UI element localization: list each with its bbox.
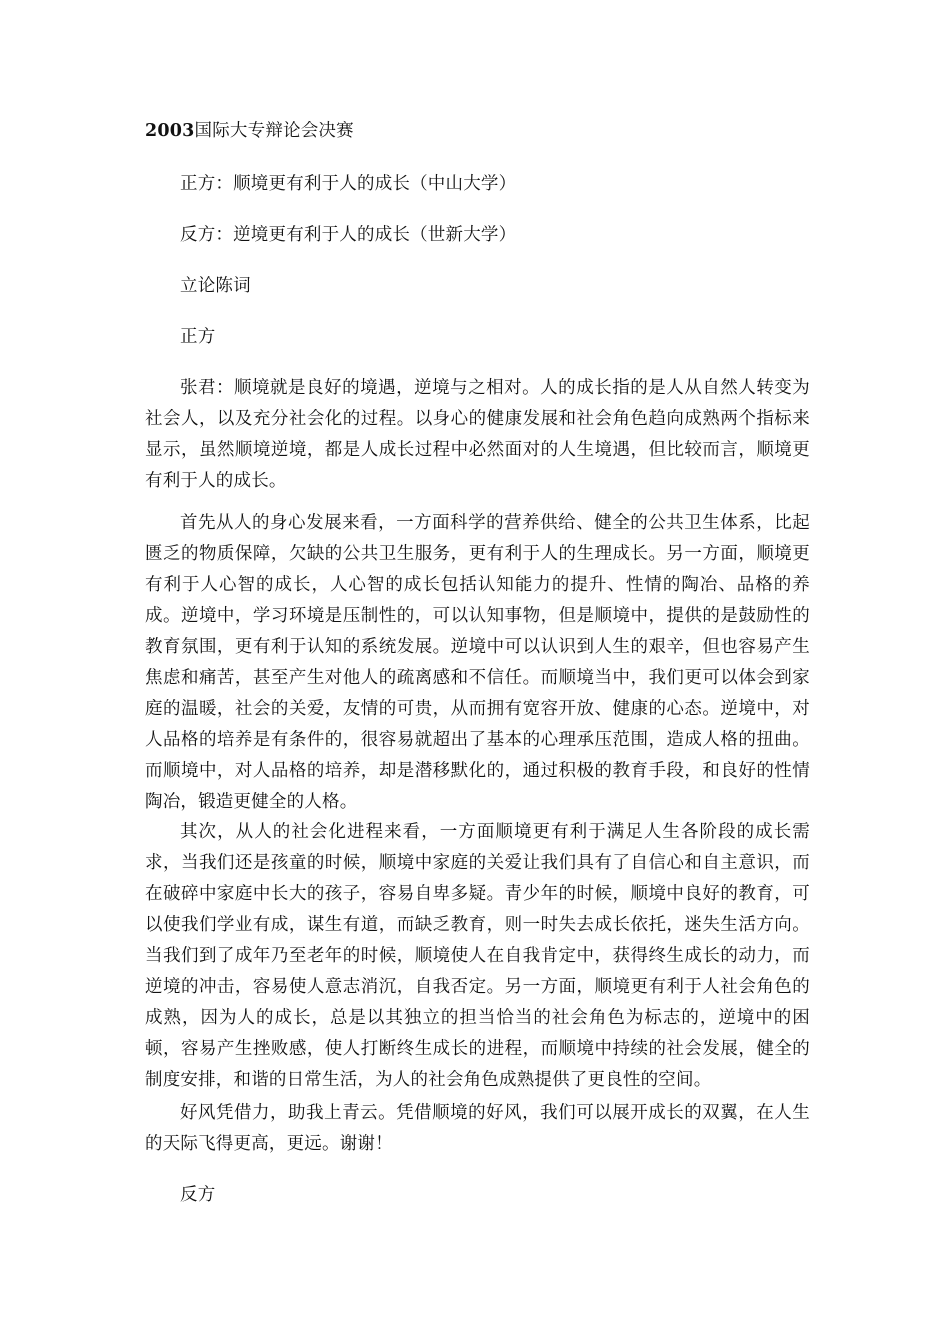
paragraph-second-point: 其次，从人的社会化进程来看，一方面顺境更有利于满足人生各阶段的成长需求，当我们还是孩童的时候，顺境中家庭的关爱让我们具有了自信心和自主意识，而在破碎中家庭中长大的孩子，容易自卑多疑。青少年的时候，顺境中良好的教育，可以使我们学业有成，谋生有道，而缺乏教育，则一时失去成长依托，迷失生活方向。当我们到了成年乃至老年的时候，顺境使人在自我肯定中，获得终生成长的动力，而逆境的冲击，容易使人意志消沉，自我否定。另一方面，顺境更有利于人社会角色的成熟，因为人的成长，总是以其独立的担当恰当的社会角色为标志的，逆境中的困顿，容易产生挫败感，使人打断终生成长的进程，而顺境中持续的社会发展，健全的制度安排，和谐的日常生活，为人的社会角色成熟提供了更良性的空间。 [145, 822, 810, 1090]
title-year: 2003 [145, 121, 195, 141]
negative-side-line: 反方：逆境更有利于人的成长（世新大学） [180, 225, 517, 245]
title-text: 国际大专辩论会决赛 [194, 121, 354, 141]
paragraph-closing: 好风凭借力，助我上青云。凭借顺境的好风，我们可以展开成长的双翼，在人生的天际飞得更高，更远。谢谢！ [145, 1103, 810, 1154]
heading-affirmative: 正方 [180, 327, 216, 347]
section-heading-opening: 立论陈词 [180, 276, 251, 296]
paragraph-first-point: 首先从人的身心发展来看，一方面科学的营养供给、健全的公共卫生体系，比起匮乏的物质保障，欠缺的公共卫生服务，更有利于人的生理成长。另一方面，顺境更有利于人心智的成长，人心智的成长包括认知能力的提升、性情的陶冶、品格的养成。逆境中，学习环境是压制性的，可以认知事物，但是顺境中，提供的是鼓励性的教育氛围，更有利于认知的系统发展。逆境中可以认识到人生的艰辛，但也容易产生焦虑和痛苦，甚至产生对他人的疏离感和不信任。而顺境当中，我们更可以体会到家庭的温暖，社会的关爱，友情的可贵，从而拥有宽容开放、健康的心态。逆境中，对人品格的培养是有条件的，很容易就超出了基本的心理承压范围，造成人格的扭曲。而顺境中，对人品格的培养，却是潜移默化的，通过积极的教育手段，和良好的性情陶冶，锻造更健全的人格。 [145, 513, 810, 812]
document-title [145, 116, 810, 147]
affirmative-side-line: 正方：顺境更有利于人的成长（中山大学） [180, 174, 517, 194]
paragraph-zhang: 张君：顺境就是良好的境遇，逆境与之相对。人的成长指的是人从自然人转变为社会人，以及充分社会化的过程。以身心的健康发展和社会角色趋向成熟两个指标来显示，虽然顺境逆境，都是人成长过程中必然面对的人生境遇，但比较而言，顺境更有利于人的成长。 [145, 378, 810, 491]
heading-negative: 反方 [180, 1185, 216, 1205]
